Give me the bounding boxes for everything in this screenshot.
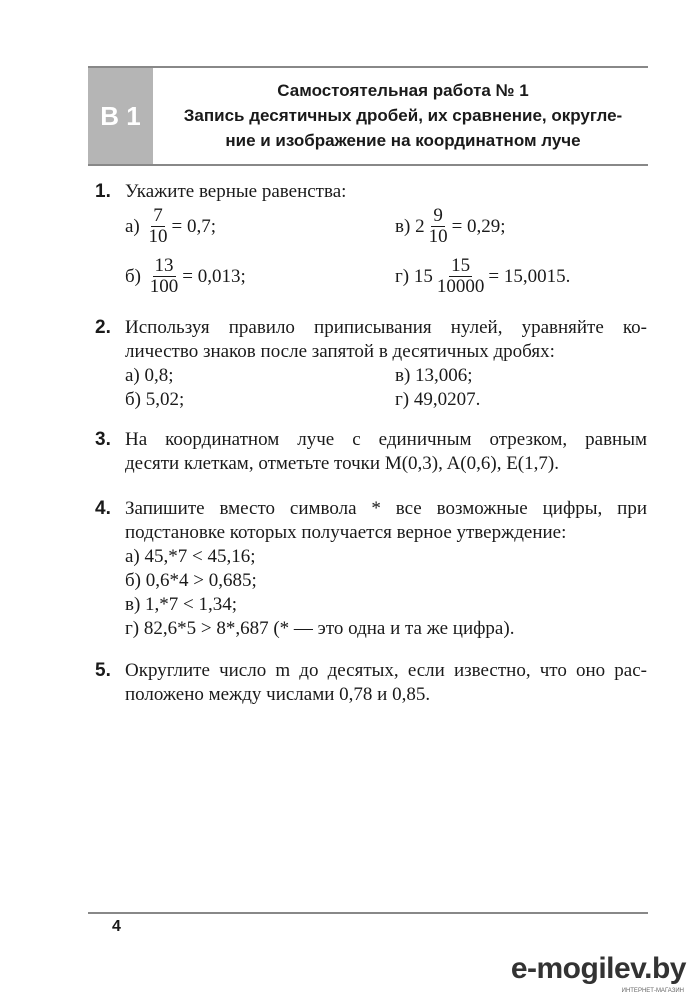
equation-rest: = 0,7; xyxy=(171,215,217,237)
task-text: Укажите верные равенства: xyxy=(125,181,347,202)
equation-rest: = 0,013; xyxy=(182,265,246,287)
task-text: подстановке которых получается верное утверждение: xyxy=(125,522,567,543)
item-v: в) 13,006; xyxy=(395,365,473,386)
watermark-logo: e-mogilev.by xyxy=(510,952,686,985)
variant-badge: В 1 xyxy=(88,68,153,164)
item-label: б) xyxy=(125,265,141,287)
title-line: ние и изображение на координатном луче xyxy=(225,131,581,150)
footer-divider xyxy=(88,912,648,914)
whole-part: 2 xyxy=(415,215,425,237)
task-number: 5. xyxy=(95,660,111,681)
item-label: г) xyxy=(395,265,410,287)
fraction xyxy=(147,206,170,247)
denominator: 10 xyxy=(148,226,168,247)
whole-part: 15 xyxy=(413,265,433,287)
task-number: 3. xyxy=(95,429,111,450)
numerator: 15 xyxy=(451,255,471,276)
task-text: Округлите число m до десятых, если известно, что оно рас- xyxy=(125,660,647,681)
task-number: 2. xyxy=(95,317,111,338)
denominator: 10000 xyxy=(436,276,485,297)
task-text: личество знаков после запятой в десятичных дробях: xyxy=(125,341,555,362)
equation-a xyxy=(125,206,216,247)
task-text: Запишите вместо символа * все возможные цифры, при xyxy=(125,498,647,519)
item-label: а) xyxy=(125,215,140,237)
equation-g xyxy=(395,256,570,297)
numerator: 9 xyxy=(433,205,443,226)
denominator: 10 xyxy=(428,226,448,247)
task-number: 4. xyxy=(95,498,111,519)
task-text: Используя правило приписывания нулей, уравняйте ко- xyxy=(125,317,647,338)
page-title xyxy=(158,78,648,153)
fraction xyxy=(427,206,450,247)
item-g: г) 82,6*5 > 8*,687 (* — это одна и та же цифра). xyxy=(125,618,515,639)
equation-rest: = 0,29; xyxy=(451,215,506,237)
item-a: а) 45,*7 < 45,16; xyxy=(125,546,256,567)
denominator: 100 xyxy=(149,276,179,297)
equation-v xyxy=(395,206,506,247)
page-number: 4 xyxy=(112,918,121,935)
numerator: 13 xyxy=(154,255,174,276)
watermark-subtitle: ИНТЕРНЕТ-МАГАЗИН xyxy=(621,988,684,994)
task-text: десяти клеткам, отметьте точки M(0,3), A(0,6), E(1,7). xyxy=(125,453,559,474)
task-text: На координатном луче с единичным отрезком, равным xyxy=(125,429,647,450)
item-v: в) 1,*7 < 1,34; xyxy=(125,594,238,615)
item-g: г) 49,0207. xyxy=(395,389,481,410)
title-line: Запись десятичных дробей, их сравнение, округле- xyxy=(183,106,623,125)
item-label: в) xyxy=(395,215,411,237)
equation-b xyxy=(125,256,246,297)
fraction xyxy=(148,256,181,297)
task-number: 1. xyxy=(95,181,111,202)
item-a: а) 0,8; xyxy=(125,365,174,386)
item-b: б) 0,6*4 > 0,685; xyxy=(125,570,257,591)
fraction xyxy=(435,256,487,297)
item-b: б) 5,02; xyxy=(125,389,185,410)
title-line: Самостоятельная работа № 1 xyxy=(277,81,529,100)
equation-rest: = 15,0015. xyxy=(488,265,571,287)
task-text: положено между числами 0,78 и 0,85. xyxy=(125,684,431,705)
page-header xyxy=(88,66,648,166)
numerator: 7 xyxy=(153,205,163,226)
